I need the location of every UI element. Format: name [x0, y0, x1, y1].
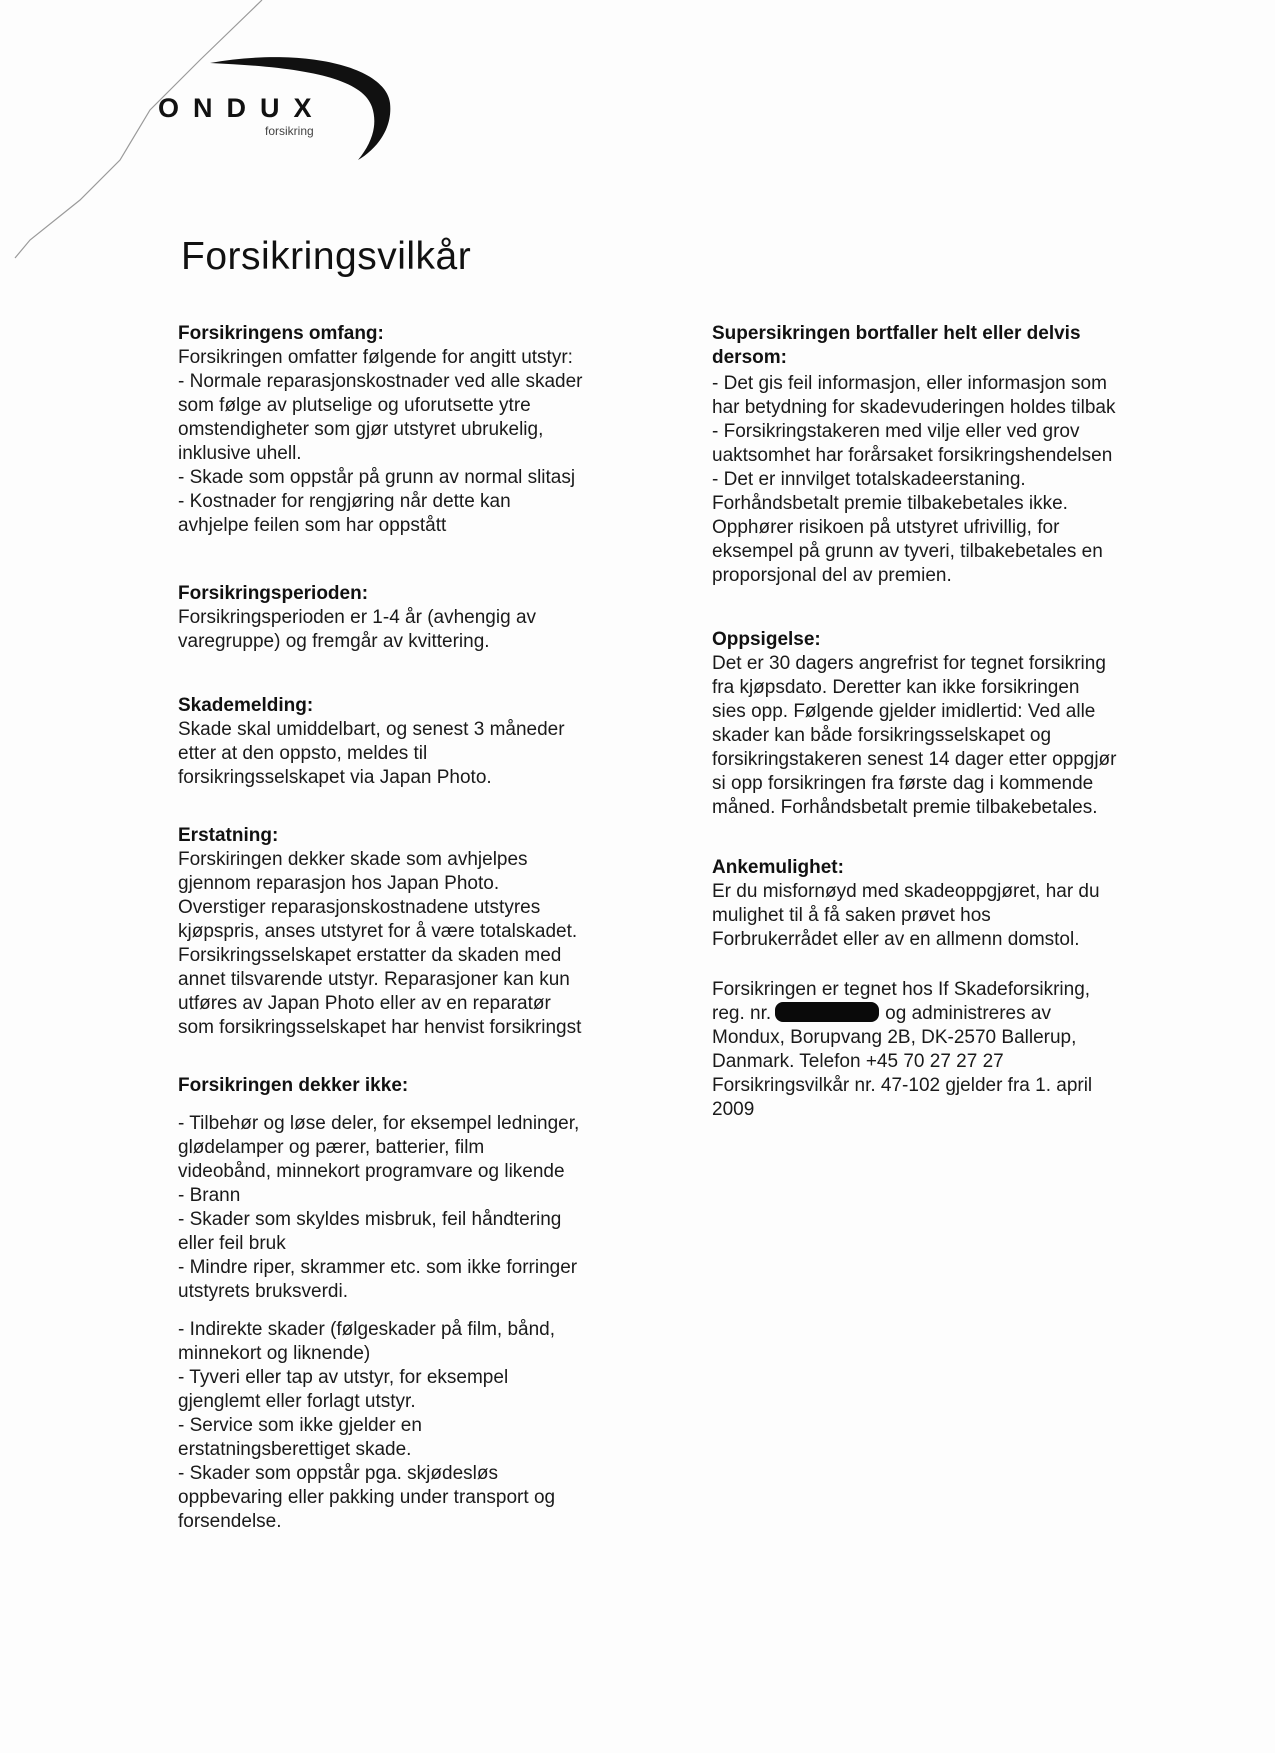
text-line: forsendelse. [178, 1511, 282, 1532]
text-line: fra kjøpsdato. Deretter kan ikke forsikringen [712, 677, 1080, 698]
text-line: Forsikringsselskapet erstatter da skaden med [178, 945, 562, 966]
text-line: inklusive uhell. [178, 443, 302, 464]
section-perioden [178, 582, 658, 654]
section-heading: Forsikringen dekker ikke: [178, 1075, 409, 1096]
heading-line: Supersikringen bortfaller helt eller delvis [712, 323, 1081, 344]
text-line: - Kostnader for rengjøring når dette kan [178, 491, 511, 512]
section-body [712, 880, 1182, 952]
section-body [178, 346, 658, 538]
section-body [178, 1112, 658, 1304]
text-line: Forsikringsvilkår nr. 47-102 gjelder fra 1. april [712, 1075, 1093, 1096]
text-line: - Brann [178, 1185, 241, 1206]
text-line: - Mindre riper, skrammer etc. som ikke forringer [178, 1257, 578, 1278]
section-heading: Skademelding: [178, 695, 314, 716]
logo-subtitle: forsikring [265, 124, 314, 138]
section-body [178, 606, 658, 654]
text-line: - Tyveri eller tap av utstyr, for eksempel [178, 1367, 509, 1388]
text-line: glødelamper og pærer, batterier, film [178, 1137, 485, 1158]
regnr-suffix: og administreres av [885, 1003, 1051, 1024]
left-column [178, 322, 658, 1534]
text-line: Det er 30 dagers angrefrist for tegnet forsikring [712, 653, 1106, 674]
text-line: si opp forsikringen fra første dag i kommende [712, 773, 1094, 794]
text-line: som forsikringsselskapet har henvist forsikringst [178, 1017, 582, 1038]
text-line: - Forsikringstakeren med vilje eller ved grov [712, 421, 1080, 442]
text-line: - Det gis feil informasjon, eller informasjon som [712, 373, 1107, 394]
text-line: varegruppe) og fremgår av kvittering. [178, 631, 490, 652]
insurer-body [712, 978, 1182, 1122]
section-heading: Forsikringsperioden: [178, 583, 369, 604]
regnr-label: reg. nr. [712, 1003, 772, 1024]
section-body [178, 848, 658, 1040]
text-line: Overstiger reparasjonskostnadene utstyres [178, 897, 541, 918]
text-line: omstendigheter som gjør utstyret ubrukelig, [178, 419, 544, 440]
text-line: avhjelpe feilen som har oppstått [178, 515, 447, 536]
text-line: - Service som ikke gjelder en [178, 1415, 422, 1436]
section-heading: Forsikringens omfang: [178, 323, 384, 344]
section-oppsigelse [712, 628, 1182, 820]
section-body [178, 718, 658, 790]
text-line: utstyrets bruksverdi. [178, 1281, 348, 1302]
text-line: Forhåndsbetalt premie tilbakebetales ikke. [712, 493, 1068, 514]
text-line: forsikringsselskapet via Japan Photo. [178, 767, 492, 788]
text-line: gjennom reparasjon hos Japan Photo. [178, 873, 500, 894]
text-line: skader kan både forsikringsselskapet og [712, 725, 1052, 746]
section-omfang [178, 322, 658, 538]
text-line: Forskiringen dekker skade som avhjelpes [178, 849, 528, 870]
section-supersikringen [712, 322, 1182, 588]
text-line: Forsikringsperioden er 1-4 år (avhengig av [178, 607, 537, 628]
text-line: som følge av plutselige og uforutsette ytre [178, 395, 531, 416]
text-line: - Det er innvilget totalskadeerstaning. [712, 469, 1026, 490]
text-line: videobånd, minnekort programvare og likende [178, 1161, 565, 1182]
text-line: mulighet til å få saken prøvet hos [712, 905, 991, 926]
text-line: kjøpspris, anses utstyret for å være totalskadet. [178, 921, 578, 942]
text-line: minnekort og liknende) [178, 1343, 371, 1364]
text-line: oppbevaring eller pakking under transport og [178, 1487, 556, 1508]
text-line: Mondux, Borupvang 2B, DK-2570 Ballerup, [712, 1027, 1077, 1048]
section-heading: Erstatning: [178, 825, 279, 846]
text-line: forsikringstakeren senest 14 dager etter oppgjør [712, 749, 1117, 770]
text-line: - Skader som skyldes misbruk, feil håndtering [178, 1209, 562, 1230]
text-line: - Tilbehør og løse deler, for eksempel ledninger, [178, 1113, 580, 1134]
page-title: Forsikringsvilkår [181, 235, 472, 278]
text-line: Forsikringen er tegnet hos If Skadeforsikring, [712, 979, 1091, 1000]
section-body [712, 652, 1182, 820]
text-line: proporsjonal del av premien. [712, 565, 952, 586]
section-heading: Ankemulighet: [712, 857, 844, 878]
heading-line: dersom: [712, 347, 787, 368]
text-line: utføres av Japan Photo eller av en reparatør [178, 993, 551, 1014]
section-ankemulighet [712, 856, 1182, 952]
text-line: annet tilsvarende utstyr. Reparasjoner kan kun [178, 969, 570, 990]
text-line: - Skader som oppstår pga. skjødesløs [178, 1463, 498, 1484]
redaction-mark [775, 1002, 879, 1022]
text-line: - Skade som oppstår på grunn av normal slitasj [178, 467, 576, 488]
text-line: erstatningsberettiget skade. [178, 1439, 412, 1460]
section-body-continued [178, 1318, 658, 1534]
text-line: Er du misfornøyd med skadeoppgjøret, har du [712, 881, 1100, 902]
section-insurer-info [712, 978, 1182, 1122]
mondux-logo [150, 55, 400, 165]
text-line: etter at den oppsto, meldes til [178, 743, 428, 764]
section-erstatning [178, 824, 658, 1040]
text-line: sies opp. Følgende gjelder imidlertid: Ved alle [712, 701, 1096, 722]
section-heading: Oppsigelse: [712, 629, 821, 650]
text-line: Skade skal umiddelbart, og senest 3 måneder [178, 719, 565, 740]
logo-wordmark: ONDUX [158, 93, 326, 123]
text-line: gjenglemt eller forlagt utstyr. [178, 1391, 416, 1412]
section-body [712, 372, 1182, 588]
text-line: eller feil bruk [178, 1233, 286, 1254]
section-heading [712, 322, 1182, 370]
text-line: 2009 [712, 1099, 755, 1120]
text-line: uaktsomhet har forårsaket forsikringshendelsen [712, 445, 1113, 466]
text-line: Danmark. Telefon +45 70 27 27 27 [712, 1051, 1004, 1072]
regnr-line [712, 1002, 1182, 1026]
text-line: Forbrukerrådet eller av en allmenn domstol. [712, 929, 1080, 950]
text-line: eksempel på grunn av tyveri, tilbakebetales en [712, 541, 1103, 562]
text-line: Opphører risikoen på utstyret ufrivillig, for [712, 517, 1060, 538]
text-line: Forsikringen omfatter følgende for angitt utstyr: [178, 347, 573, 368]
text-line: - Normale reparasjonskostnader ved alle skader [178, 371, 583, 392]
text-line: måned. Forhåndsbetalt premie tilbakebetales. [712, 797, 1098, 818]
text-line: har betydning for skadevuderingen holdes tilbak [712, 397, 1116, 418]
text-line: - Indirekte skader (følgeskader på film, bånd, [178, 1319, 556, 1340]
section-skademelding [178, 694, 658, 790]
section-dekker-ikke [178, 1074, 658, 1534]
right-column [712, 322, 1182, 1122]
